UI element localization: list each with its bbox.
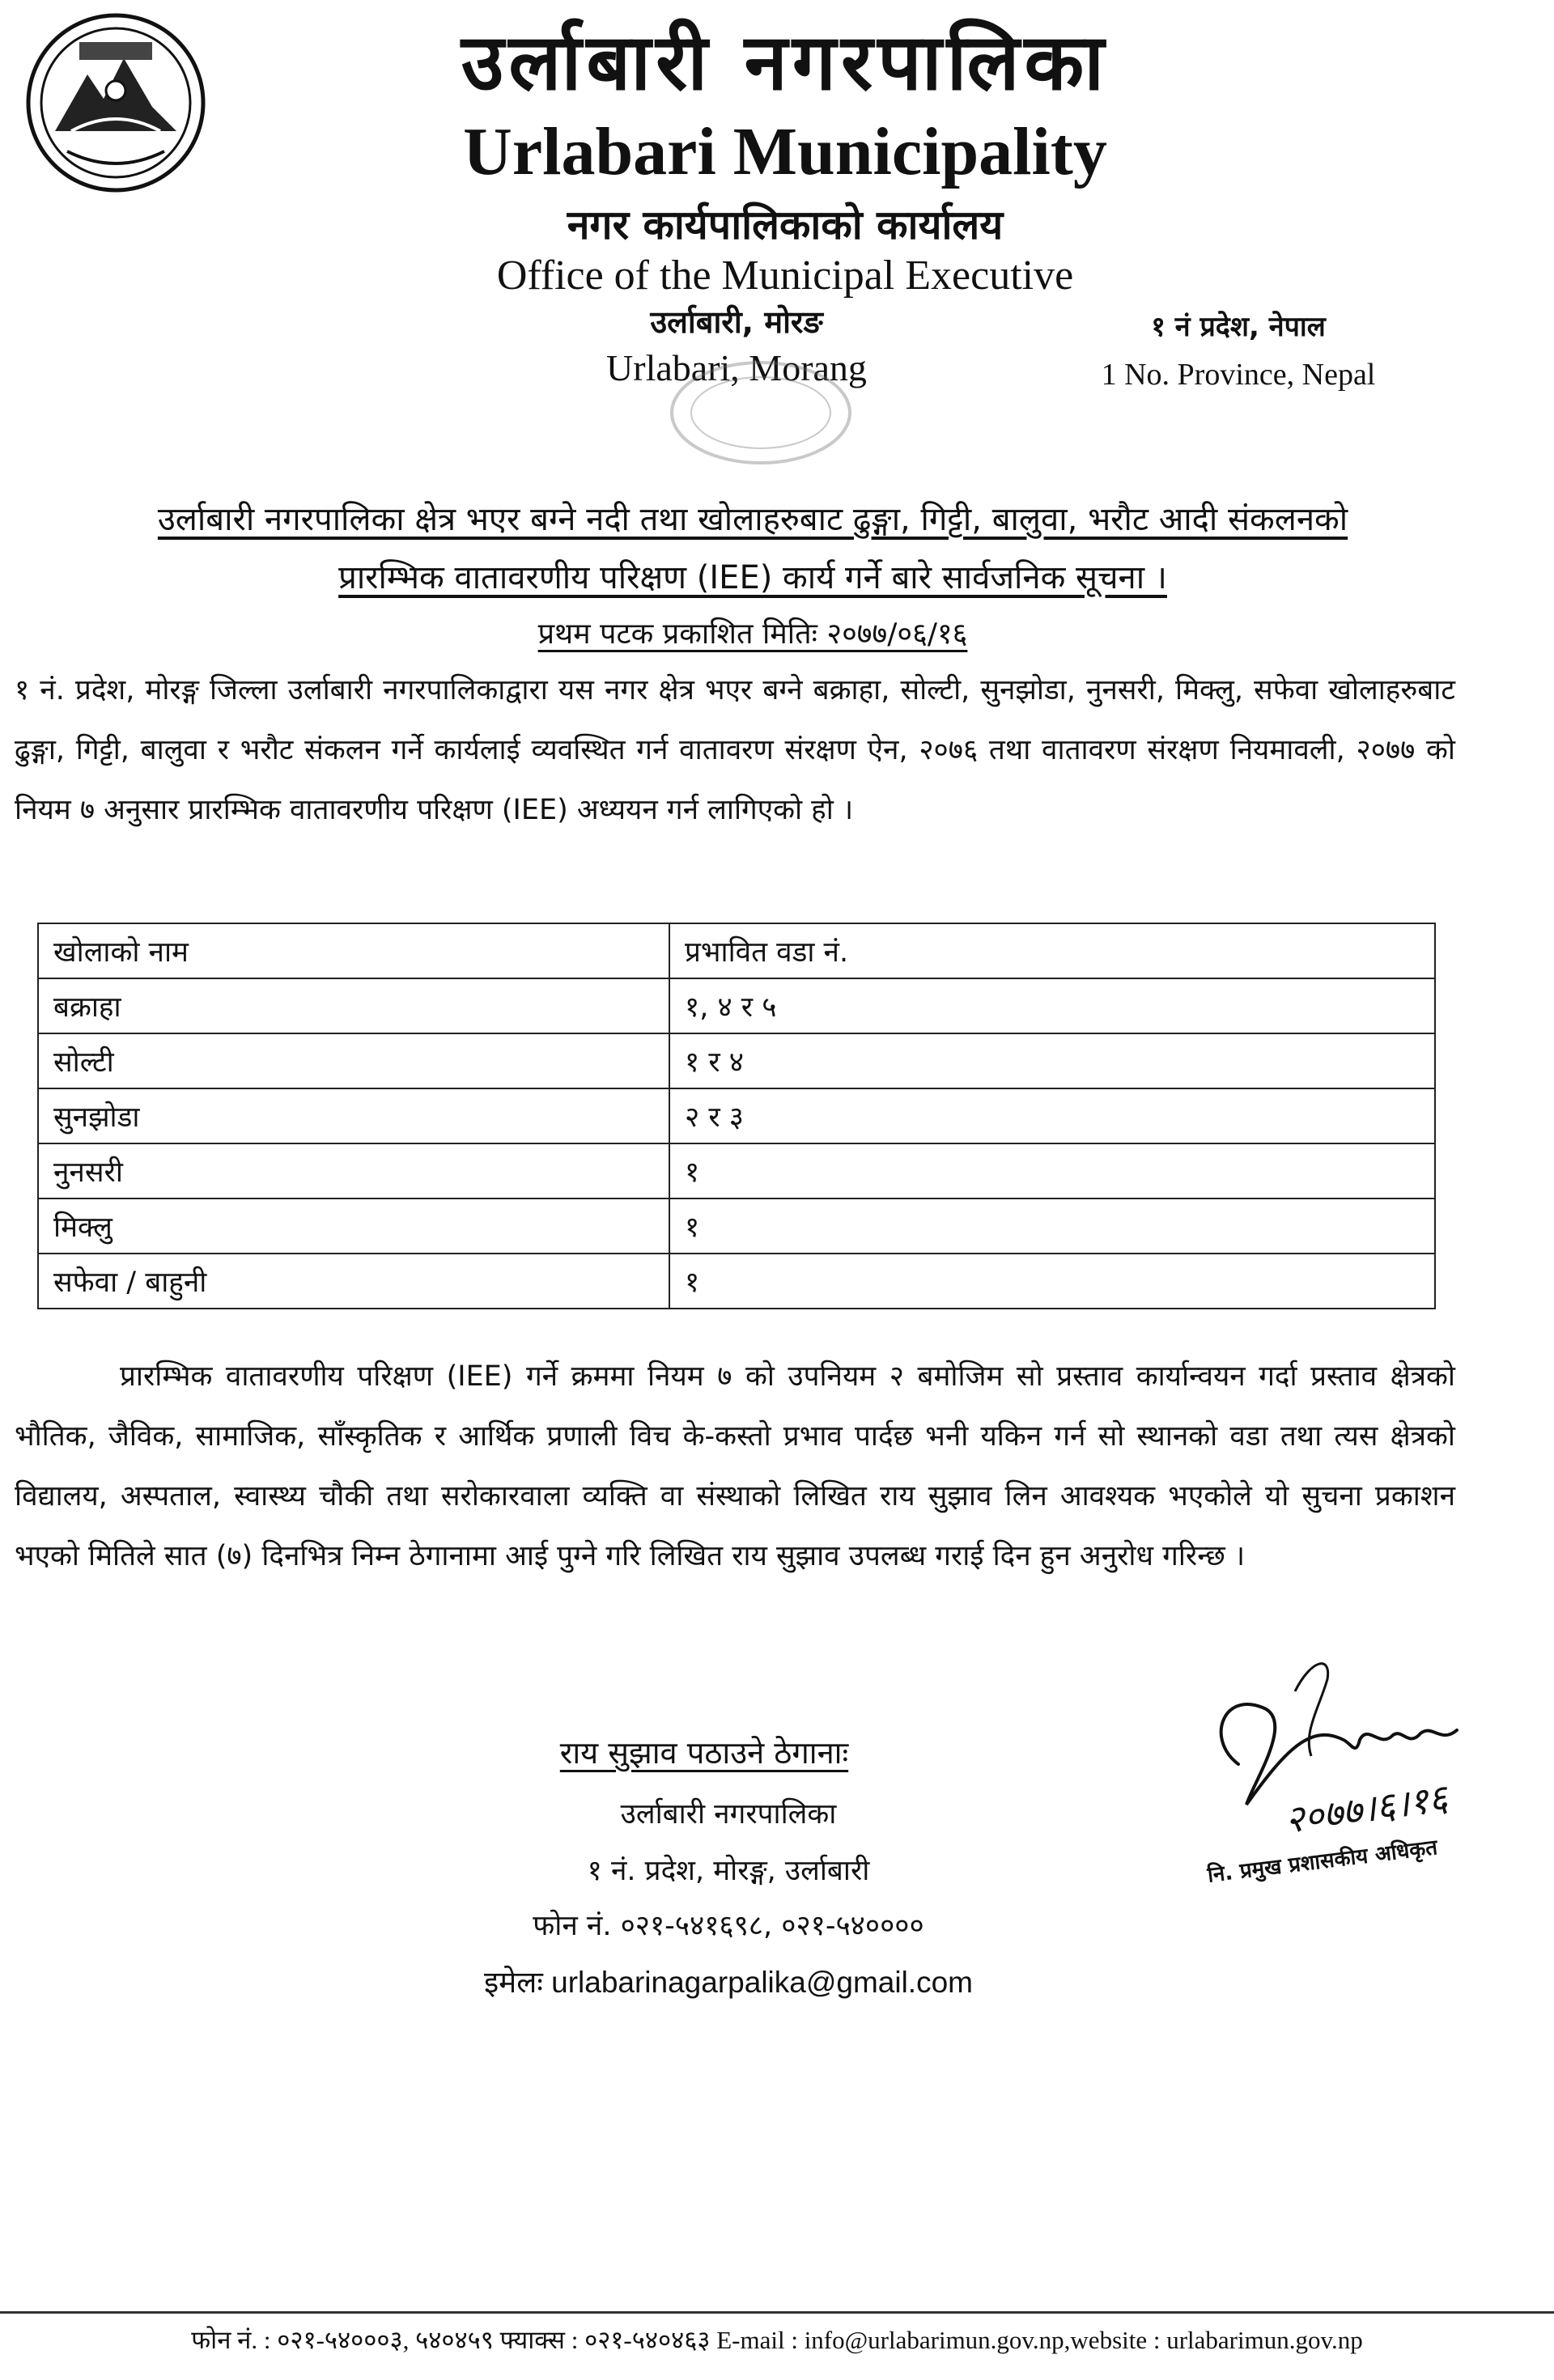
address-line-2: १ नं. प्रदेश, मोरङ्ग, उर्लाबारी [587,1855,870,1887]
ward-cell: १, ४ र ५ [669,978,1435,1033]
address-title: राय सुझाव पठाउने ठेगानाः [559,1735,849,1771]
notice-paragraph-1: १ नं. प्रदेश, मोरङ्ग जिल्ला उर्लाबारी नगरपालिकाद्वारा यस नगर क्षेत्र भएर बग्ने बक्राहा, सोल्टी, सुनझोडा, नुनसरी, मिक्लु, सफेवा खोलाहरुबाट ढुङ्गा, गिट्टी, बालुवा र भरौट संकलन गर्ने कार्यलाई व्यवस्थित गर्न वातावरण संरक्षण ऐन, २०७६ तथा वातावरण संरक्षण नियमावली, २०७७ को नियम ७ अनुसार प्रारम्भिक वातावरणीय परिक्षण (IEE) अध्ययन गर्न लागिएको हो । [15,674,1455,826]
signatory-title: नि. प्रमुख प्रशासकीय अधिकृत [1206,1835,1439,1888]
location-nepali: उर्लाबारी, मोरङ [650,304,823,340]
ward-cell: १ [669,1254,1435,1309]
office-name-nepali: नगर कार्यपालिकाको कार्यालय [567,202,1004,248]
municipality-emblem [23,10,209,196]
office-stamp [664,356,858,469]
table-row [38,1088,1435,1143]
ward-cell: १ र ४ [669,1033,1435,1088]
office-name-english: Office of the Municipal Executive [496,252,1074,299]
table-row [38,1254,1435,1309]
table-row [38,1033,1435,1088]
table-row [38,1198,1435,1254]
river-name-cell: बक्राहा [38,978,669,1033]
address-line-1: उर्लाबारी नगरपालिका [620,1798,837,1831]
footer-divider [0,2311,1554,2314]
table-row [38,1143,1435,1198]
ward-cell: २ र ३ [669,1088,1435,1143]
municipality-name-english: Urlabari Municipality [463,114,1107,189]
footer-contact: फोन नं. : ०२१-५४०००३, ५४०४५९ फ्याक्स : ०२१-५४०४६३ E-mail : info@urlabarimun.gov.np,website : urlabarimun.gov.np [191,2326,1363,2354]
ward-cell: १ [669,1198,1435,1254]
location-english: Urlabari, Morang [606,347,867,388]
river-name-cell: सुनझोडा [38,1088,669,1143]
column-header-affected-ward: प्रभावित वडा नं. [669,923,1435,978]
river-ward-table [37,923,1436,1309]
table-row [38,978,1435,1033]
river-name-cell: मिक्लु [38,1198,669,1254]
published-date: प्रथम पटक प्रकाशित मितिः २०७७/०६/१६ [537,617,968,651]
province-nepali: १ नं प्रदेश, नेपाल [1151,311,1326,343]
province-english: 1 No. Province, Nepal [1101,358,1376,392]
municipality-name-nepali: उर्लाबारी नगरपालिका [461,17,1110,108]
ward-cell: १ [669,1143,1435,1198]
river-name-cell: सोल्टी [38,1033,669,1088]
table-header-row [38,923,1435,978]
notice-title-line-2: प्रारम्भिक वातावरणीय परिक्षण (IEE) कार्य गर्ने बारे सार्वजनिक सूचना । [338,559,1167,596]
river-name-cell: नुनसरी [38,1143,669,1198]
signature-date: २०७७।६।१६ [1282,1775,1450,1842]
notice-title-line-1: उर्लाबारी नगरपालिका क्षेत्र भएर बग्ने नदी तथा खोलाहरुबाट ढुङ्गा, गिट्टी, बालुवा, भरौट आदी संकलनको [157,501,1348,538]
notice-paragraph-2: प्रारम्भिक वातावरणीय परिक्षण (IEE) गर्ने क्रममा नियम ७ को उपनियम २ बमोजिम सो प्रस्ताव कार्यान्वयन गर्दा प्रस्ताव क्षेत्रको भौतिक, जैविक, सामाजिक, साँस्कृतिक र आर्थिक प्रणाली विच के-कस्तो प्रभाव पार्दछ भनी यकिन गर्न सो स्थानको वडा तथा त्यस क्षेत्रको विद्यालय, अस्पताल, स्वास्थ्य चौकी तथा सरोकारवाला व्यक्ति वा संस्थाको लिखित राय सुझाव लिन आवश्यक भएकोले यो सुचना प्रकाशन भएको मितिले सात (७) दिनभित्र निम्न ठेगानामा आई पुग्ने गरि लिखित राय सुझाव उपलब्ध गराई दिन हुन अनुरोध गरिन्छ । [15,1360,1455,1572]
river-name-cell: सफेवा / बाहुनी [38,1254,669,1309]
address-email: इमेलः urlabarinagarpalika@gmail.com [484,1966,973,1999]
column-header-river-name: खोलाको नाम [38,923,669,978]
address-phone: फोन नं. ०२१-५४१६९८, ०२१-५४०००० [533,1910,924,1942]
